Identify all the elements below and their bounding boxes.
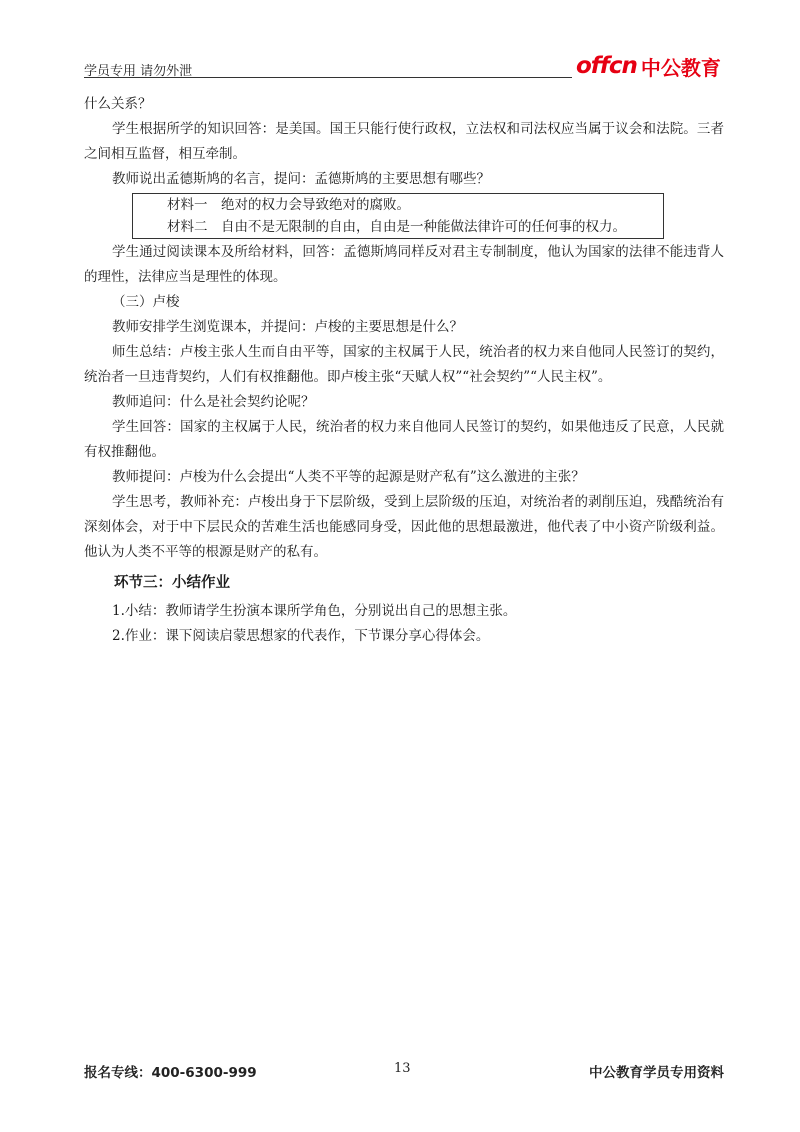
paragraph: 学生根据所学的知识回答：是美国。国王只能行使行政权，立法权和司法权应当属于议会和法院。三者之间相互监督，相互牵制。 [84,121,724,162]
material-line: 材料一 绝对的权力会导致绝对的腐败。 [167,197,410,213]
offcn-logo [576,52,721,80]
paragraph: 学生通过阅读课本及所给材料，回答：孟德斯鸠同样反对君主专制制度，他认为国家的法律不能违背人的理性，法律应当是理性的体现。 [84,244,724,285]
material-line: 材料二 自由不是无限制的自由，自由是一种能做法律许可的任何事的权力。 [167,219,626,235]
paragraph: 学生回答：国家的主权属于人民，统治者的权力来自他同人民签订的契约，如果他违反了民意，人民就有权推翻他。 [84,419,724,460]
paragraph: 学生思考，教师补充：卢梭出身于下层阶级，受到上层阶级的压迫，对统治者的剥削压迫，残酷统治有深刻体会，对于中下层民众的苦难生活也能感同身受，因此他的思想最激进，他代表了中小资产阶级利益。他认为人类不平等的根源是财产的私有。 [84,494,724,560]
paragraph: 教师安排学生浏览课本，并提问：卢梭的主要思想是什么？ [112,319,463,335]
paragraph: 师生总结：卢梭主张人生而自由平等，国家的主权属于人民，统治者的权力来自他同人民签订的契约，统治者一旦违背契约，人们有权推翻他。即卢梭主张“天赋人权”“社会契约”“人民主权”。 [84,344,724,385]
page-content [84,92,724,649]
page-header [84,53,724,80]
list-item: 2.作业：课下阅读启蒙思想家的代表作，下节课分享心得体会。 [112,628,490,644]
logo-cjk-text: 中公教育 [640,55,721,80]
page-footer [84,1061,724,1085]
section-title: 环节三：小结作业 [114,575,230,591]
subsection-heading: （三）卢梭 [112,294,180,310]
material-box [132,193,664,239]
header-rule [84,77,572,78]
logo-latin-text: offcn [576,53,637,79]
paragraph: 教师说出孟德斯鸠的名言，提问：孟德斯鸠的主要思想有哪些？ [112,171,490,187]
paragraph: 教师追问：什么是社会契约论呢？ [112,394,315,410]
footer-hotline: 报名专线：400-6300-999 [84,1065,257,1081]
paragraph: 教师提问：卢梭为什么会提出“人类不平等的起源是财产私有”这么激进的主张？ [112,469,585,485]
footer-brand-note: 中公教育学员专用资料 [589,1065,724,1081]
header-confidential-label: 学员专用 请勿外泄 [84,64,193,79]
list-item: 1.小结：教师请学生扮演本课所学角色，分别说出自己的思想主张。 [112,603,517,619]
paragraph-continuation: 什么关系？ [84,96,152,112]
page-number: 13 [394,1061,411,1076]
